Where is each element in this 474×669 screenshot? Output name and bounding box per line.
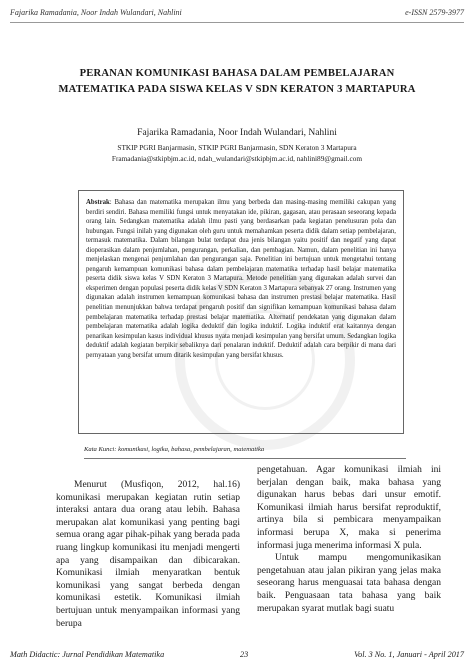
- body-column-left: [56, 479, 240, 630]
- footer-page-number: 23: [240, 650, 249, 659]
- footer-journal: Math Didactic: Jurnal Pendidikan Matematika: [10, 650, 165, 659]
- body-paragraph: Untuk mampu mengomunikasikan pengetahuan atau jalan pikiran yang jelas maka seseorang harus menguasai tata bahasa dengan baik. Penguasaan tata bahasa yang baik merupakan syarat mutlak bagi suatu: [257, 553, 441, 614]
- header-rule: [10, 22, 464, 23]
- affiliation: STKIP PGRI Banjarmasin, STKIP PGRI Banjarmasin, SDN Keraton 3 Martapura: [117, 143, 357, 152]
- body-paragraph: pengetahuan. Agar komunikasi ilmiah ini berjalan dengan baik, maka bahasa yang digunakan harus bebas dari unsur emotif. Komunikasi ilmiah harus bersifat reproduktif, artinya bila si pembicara menyampaikan informasi berupa X, maka si penerima informasi juga menerima informasi X pula.: [257, 465, 441, 551]
- body-column-right: [257, 464, 441, 615]
- running-header: [10, 8, 464, 17]
- abstract-label: Abstrak: [86, 199, 110, 206]
- abstract-text: : Bahasa dan matematika merupakan ilmu yang berbeda dan masing-masing memiliki cakupan yang berdiri sendiri. Bahasa memiliki fungsi untuk menyatakan ide, pikiran, gagasan, atau perasaan seseorang kepada orang lain. Sedangkan matematika adalah ilmu pasti yang berdasarkan pada kegiatan penelusuran pola dan hubungan. Fungsi inilah yang digunakan oleh guru untuk memahamkan peserta didik dalam setiap pembelajaran, termasuk matematika. Dalam bilangan bulat terdapat dua jenis bilangan yaitu positif dan negatif yang dapat dioperasikan dalam penjumlahan, pengurangan, perkalian, dan pembagian. Namun, dalam penelitian ini hanya menjelaskan mengenai penjumlahan dan pengurangan saja. Penelitian ini bertujuan untuk mengetahui tentang pengaruh kemampuan komunikasi bahasa dalam pembelajaran matematika terhadap hasil belajar matematika peserta didik siswa kelas V SDN Keraton 3 Martapura. Metode penelitian yang digunakan adalah survei dan eksperimen dengan populasi peserta didik kelas V SDN Keraton 3 Martapura sebanyak 27 orang. Instrumen yang digunakan adalah instrumen kemampuan komunikasi bahasa dan instrumen prestasi belajar matematika. Hasil penelitian menunjukkan bahwa terdapat pengaruh positif dan signifikan kemampuan komunikasi bahasa dalam pembelajaran matematika terhadap prestasi belajar matematika. Alternatif pendekatan yang digunakan dalam pembelajaran matematika adalah logika deduktif dan logika induktif. Logika induktif erat kaitannya dengan penarikan kesimpulan kasus individual khusus nyata menjadi kesimpulan yang bersifat umum. Sedangkan logika deduktif adalah kegiatan berpikir sebaliknya dari penalaran induktif. Deduktif adalah cara berpikir di mana dari pernyataan yang bersifat umum ditarik kesimpulan yang bersifat khusus.: [86, 199, 396, 359]
- author-emails: Framadania@stkipbjm.ac.id, ndah_wulandari@stkipbjm.ac.id, nahlini89@gmail.com: [111, 154, 363, 163]
- footer-volume: Vol. 3 No. 1, Januari - April 2017: [354, 650, 464, 659]
- header-authors: Fajarika Ramadania, Noor Indah Wulandari, Nahlini: [10, 8, 182, 17]
- affiliation-block: [0, 142, 474, 164]
- body-paragraph: Menurut (Musfiqon, 2012, hal.16) komunikasi merupakan kegiatan rutin setiap interaksi antara dua orang atau lebih. Bahasa merupakan alat komunikasi yang penting bagi semua orang agar pihak-pihak yang berada pada ruang lingkup komunikasi itu menjadi mengerti apa yang disampaikan dan dibicarakan. Komunikasi ilmiah menyaratkan bentuk komunikasi yang sangat berbeda dengan komunikasi estetik. Komunikasi ilmiah bertujuan untuk menyampaikan informasi yang berupa: [56, 480, 240, 629]
- abstract-box: [78, 190, 404, 434]
- keywords: Kata Kunci: komunikasi, logika, bahasa, pembelajaran, matematika: [84, 446, 265, 453]
- header-issn: e-ISSN 2579-3977: [405, 8, 464, 17]
- keywords-rule: [84, 458, 406, 459]
- paper-authors: Fajarika Ramadania, Noor Indah Wulandari, Nahlini: [137, 128, 337, 138]
- page-footer: [10, 650, 464, 659]
- paper-title: PERANAN KOMUNIKASI BAHASA DALAM PEMBELAJARAN MATEMATIKA PADA SISWA KELAS V SDN KERATON 3 MARTAPURA: [58, 68, 416, 95]
